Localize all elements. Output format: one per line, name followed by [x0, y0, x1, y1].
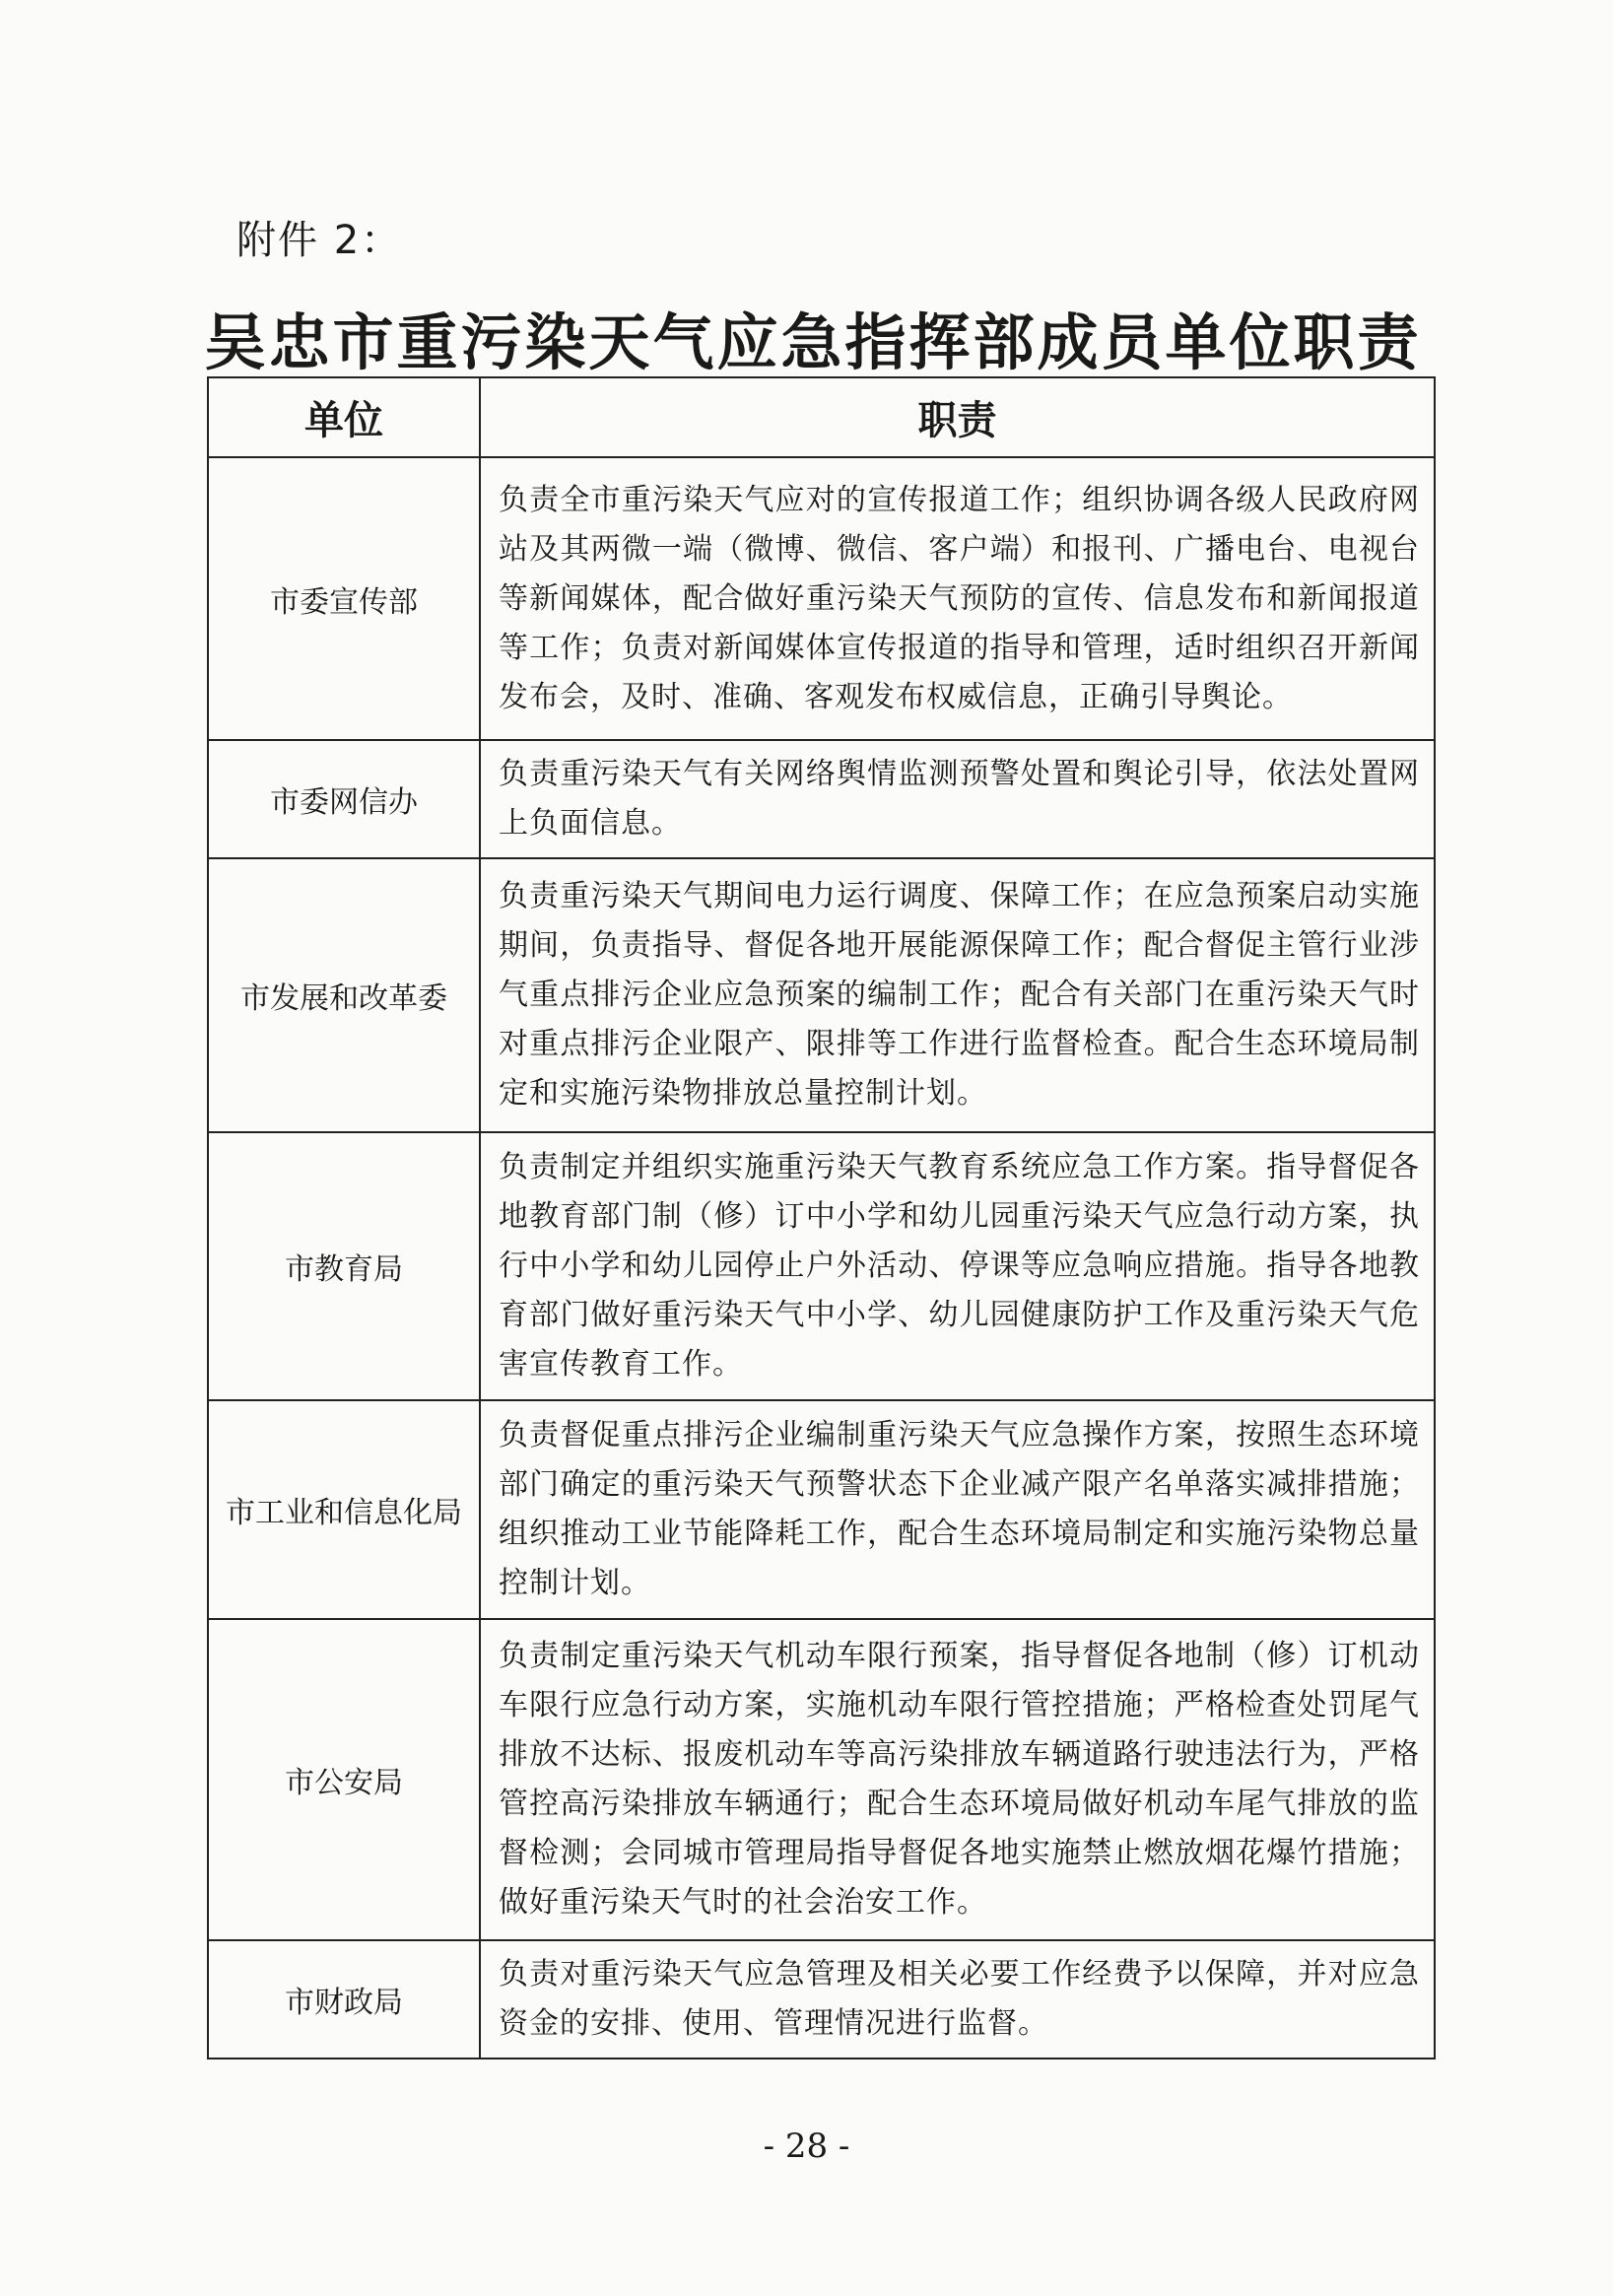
- table-row: [208, 1619, 1435, 1940]
- duty-cell: 负责重污染天气有关网络舆情监测预警处置和舆论引导，依法处置网上负面信息。: [480, 740, 1435, 858]
- duty-cell: 负责制定并组织实施重污染天气教育系统应急工作方案。指导督促各地教育部门制（修）订中小学和幼儿园重污染天气应急行动方案，执行中小学和幼儿园停止户外活动、停课等应急响应措施。指导各地教育部门做好重污染天气中小学、幼儿园健康防护工作及重污染天气危害宣传教育工作。: [480, 1132, 1435, 1400]
- page-number: - 28 -: [763, 2127, 850, 2166]
- unit-cell: 市公安局: [208, 1619, 480, 1940]
- document-title: 吴忠市重污染天气应急指挥部成员单位职责: [204, 306, 1422, 378]
- duty-cell: 负责督促重点排污企业编制重污染天气应急操作方案，按照生态环境部门确定的重污染天气预警状态下企业减产限产名单落实减排措施；组织推动工业节能降耗工作，配合生态环境局制定和实施污染物总量控制计划。: [480, 1400, 1435, 1619]
- table-row: [208, 740, 1435, 858]
- table-row: [208, 457, 1435, 740]
- unit-cell: 市工业和信息化局: [208, 1400, 480, 1619]
- header-duty: 职责: [480, 377, 1435, 457]
- table-row: [208, 1940, 1435, 2059]
- duty-cell: 负责全市重污染天气应对的宣传报道工作；组织协调各级人民政府网站及其两微一端（微博、微信、客户端）和报刊、广播电台、电视台等新闻媒体，配合做好重污染天气预防的宣传、信息发布和新闻报道等工作；负责对新闻媒体宣传报道的指导和管理，适时组织召开新闻发布会，及时、准确、客观发布权威信息，正确引导舆论。: [480, 457, 1435, 740]
- attachment-label: 附件 2：: [236, 218, 403, 263]
- table-header-row: [208, 377, 1435, 457]
- table-row: [208, 858, 1435, 1132]
- unit-cell: 市委网信办: [208, 740, 480, 858]
- duty-cell: 负责制定重污染天气机动车限行预案，指导督促各地制（修）订机动车限行应急行动方案，实施机动车限行管控措施；严格检查处罚尾气排放不达标、报废机动车等高污染排放车辆道路行驶违法行为，严格管控高污染排放车辆通行；配合生态环境局做好机动车尾气排放的监督检测；会同城市管理局指导督促各地实施禁止燃放烟花爆竹措施；做好重污染天气时的社会治安工作。: [480, 1619, 1435, 1940]
- unit-cell: 市财政局: [208, 1940, 480, 2059]
- table-row: [208, 1132, 1435, 1400]
- header-unit: 单位: [208, 377, 480, 457]
- duty-cell: 负责对重污染天气应急管理及相关必要工作经费予以保障，并对应急资金的安排、使用、管理情况进行监督。: [480, 1940, 1435, 2059]
- unit-cell: 市委宣传部: [208, 457, 480, 740]
- duty-cell: 负责重污染天气期间电力运行调度、保障工作；在应急预案启动实施期间，负责指导、督促各地开展能源保障工作；配合督促主管行业涉气重点排污企业应急预案的编制工作；配合有关部门在重污染天气时对重点排污企业限产、限排等工作进行监督检查。配合生态环境局制定和实施污染物排放总量控制计划。: [480, 858, 1435, 1132]
- table-row: [208, 1400, 1435, 1619]
- duties-table: [207, 376, 1436, 2060]
- unit-cell: 市发展和改革委: [208, 858, 480, 1132]
- unit-cell: 市教育局: [208, 1132, 480, 1400]
